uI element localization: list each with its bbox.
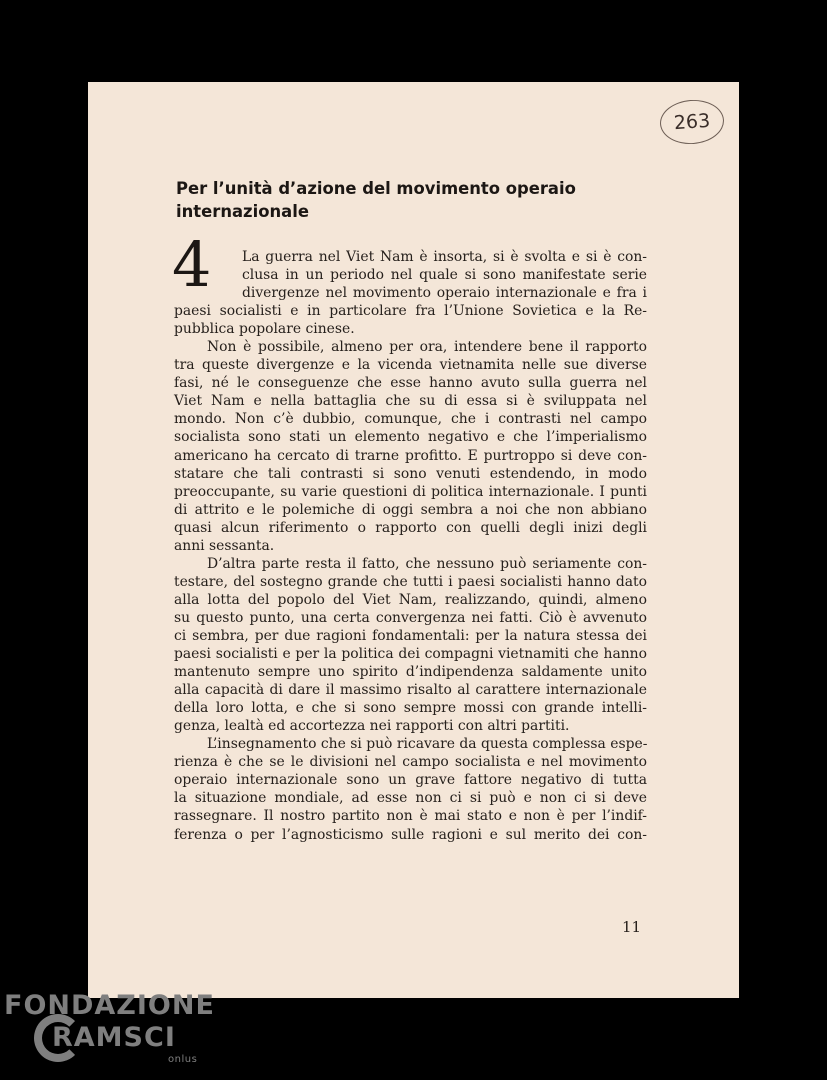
document-page (88, 82, 739, 998)
text-line: statare che tali contrasti si sono venuti estendendo, in modo (174, 465, 647, 482)
text-line: paesi socialisti e in particolare fra l’Unione Sovietica e la Re- (174, 303, 647, 320)
text-line: di attrito e le polemiche di oggi sembra a noi che non abbiano (174, 501, 647, 518)
archive-number-stamp: 263 (659, 98, 726, 146)
text-line: preoccupante, su varie questioni di politica internazionale. I punti (174, 483, 647, 500)
page-title (176, 177, 616, 223)
text-line: americano ha cercato di trarne profitto. E purtroppo si deve con- (174, 447, 647, 464)
text-line: Viet Nam e nella battaglia che su di essa si è sviluppata nel (174, 393, 647, 410)
title-line: Per l’unità d’azione del movimento operaio (176, 179, 576, 198)
body-text (174, 248, 647, 844)
text-line: mantenuto sempre uno spirito d’indipendenza saldamente unito (174, 664, 647, 681)
text-line: clusa in un periodo nel quale si sono manifestate serie (242, 267, 647, 284)
text-line: alla capacità di dare il massimo risalto al carattere internazionale (174, 682, 647, 699)
text-line: operaio internazionale sono un grave fattore negativo di tutta (174, 772, 647, 789)
text-line: della loro lotta, e che si sono sempre mossi con grande intelli- (174, 700, 647, 717)
text-line: rienza è che se le divisioni nel campo socialista e nel movimento (174, 754, 647, 771)
text-line: fasi, né le conseguenze che esse hanno avuto sulla guerra nel (174, 375, 647, 392)
text-line: pubblica popolare cinese. (174, 321, 355, 338)
title-line: internazionale (176, 202, 309, 221)
text-line: socialista sono stati un elemento negativo e che l’imperialismo (174, 429, 647, 446)
fondazione-gramsci-watermark (4, 990, 215, 1065)
text-line: su questo punto, una certa convergenza nei fatti. Ciò è avvenuto (174, 609, 647, 626)
text-line: D’altra parte resta il fatto, che nessuno può seriamente con- (207, 555, 647, 572)
text-line: ferenza o per l’agnosticismo sulle ragioni e sul merito dei con- (174, 826, 647, 843)
text-line: quasi alcun riferimento o rapporto con quelli degli inizi degli (174, 519, 647, 536)
text-line: genza, lealtà ed accortezza nei rapporti con altri partiti. (174, 718, 570, 735)
text-line: alla lotta del popolo del Viet Nam, realizzando, quindi, almeno (174, 591, 647, 608)
watermark-line2: RAMSCI (52, 1022, 176, 1053)
watermark-line1: FONDAZIONE (4, 990, 215, 1021)
text-line: tra queste divergenze e la vicenda vietnamita nelle sue diverse (174, 357, 647, 374)
drop-cap-number: 4 (172, 228, 212, 301)
text-line: paesi socialisti e per la politica dei compagni vietnamiti che hanno (174, 646, 647, 663)
page-number: 11 (622, 918, 642, 936)
text-line: L’insegnamento che si può ricavare da questa complessa espe- (207, 736, 648, 753)
text-line: divergenze nel movimento operaio internazionale e fra i (242, 285, 647, 302)
text-line: ci sembra, per due ragioni fondamentali: per la natura stessa dei (174, 627, 647, 644)
text-line: la situazione mondiale, ad esse non ci si può e non ci si deve (174, 790, 647, 807)
text-line: anni sessanta. (174, 537, 275, 554)
text-line: La guerra nel Viet Nam è insorta, si è svolta e si è con- (242, 249, 647, 265)
watermark-sub: onlus (168, 1054, 198, 1065)
text-line: Non è possibile, almeno per ora, intendere bene il rapporto (207, 339, 647, 356)
text-line: testare, del sostegno grande che tutti i paesi socialisti hanno dato (174, 573, 647, 590)
text-line: rassegnare. Il nostro partito non è mai stato e non è per l’indif- (174, 808, 647, 825)
text-line: mondo. Non c’è dubbio, comunque, che i contrasti nel campo (174, 411, 647, 428)
